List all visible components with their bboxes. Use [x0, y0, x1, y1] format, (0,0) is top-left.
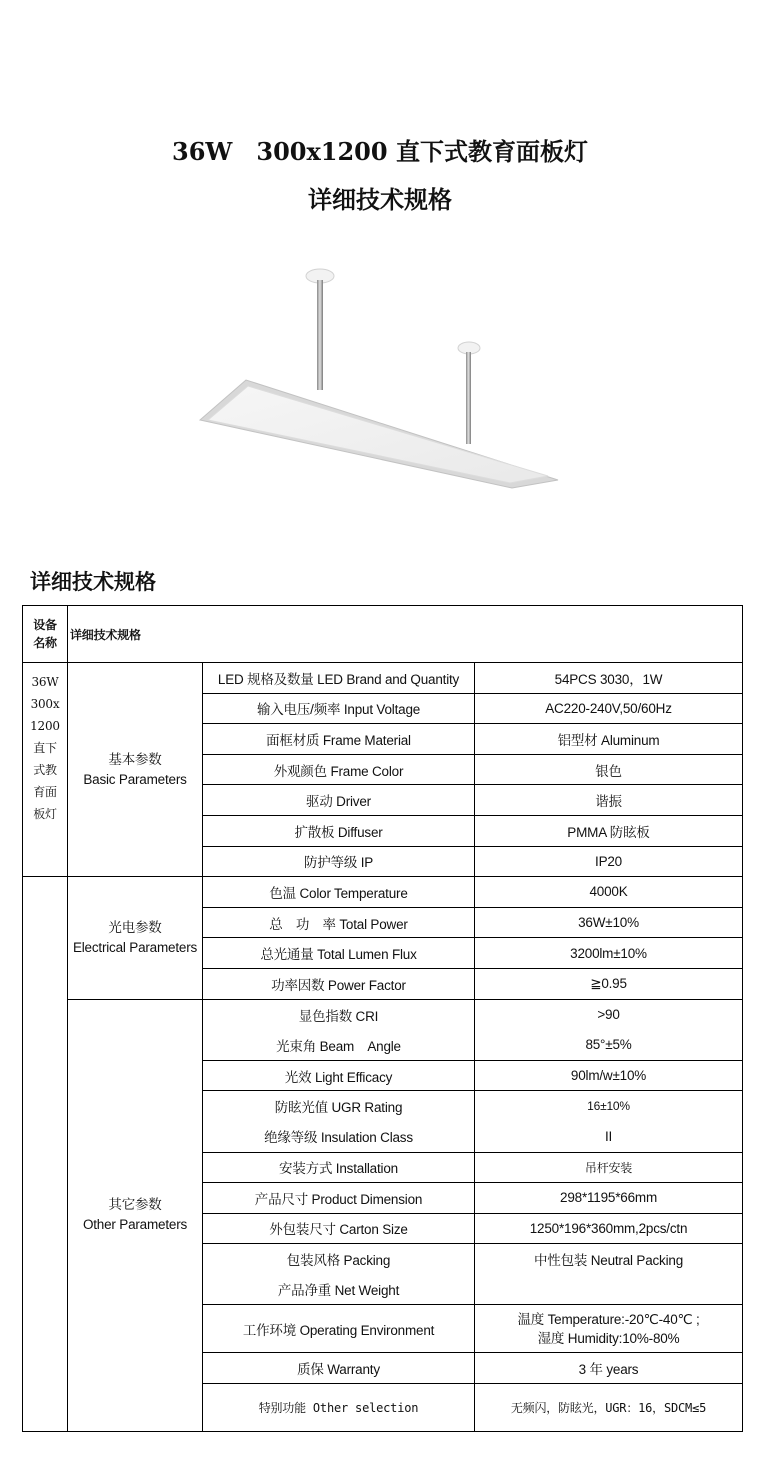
panel-light-image: [190, 262, 570, 494]
spec-label: LED 规格及数量 LED Brand and Quantity: [203, 663, 475, 694]
spec-value: [475, 1274, 743, 1305]
spec-label: 防护等级 IP: [203, 846, 475, 877]
page-title: 36W 300x1200 直下式教育面板灯: [172, 137, 588, 166]
spec-label: 光效 Light Efficacy: [203, 1060, 475, 1091]
spec-value: 298*1195*66mm: [475, 1183, 743, 1214]
spec-value: 3 年 years: [475, 1353, 743, 1384]
spec-table: [22, 605, 743, 1432]
spec-label: 产品尺寸 Product Dimension: [203, 1183, 475, 1214]
group-other-parameters: 其它参数 Other Parameters: [68, 999, 203, 1432]
spec-label: 产品净重 Net Weight: [203, 1274, 475, 1305]
spec-value: 16±10%: [475, 1091, 743, 1122]
page-subtitle: 详细技术规格: [308, 185, 452, 214]
spec-value: 铝型材 Aluminum: [475, 724, 743, 755]
spec-value: 中性包装 Neutral Packing: [475, 1244, 743, 1275]
table-row: [23, 877, 743, 908]
product-name-cell-continued: [23, 877, 68, 1432]
spec-label: 绝缘等级 Insulation Class: [203, 1121, 475, 1152]
spec-label: 面框材质 Frame Material: [203, 724, 475, 755]
spec-label: 特别功能 Other selection: [203, 1384, 475, 1432]
group-basic-parameters: 基本参数 Basic Parameters: [68, 663, 203, 877]
spec-label: 显色指数 CRI: [203, 999, 475, 1030]
spec-value: 36W±10%: [475, 907, 743, 938]
spec-label: 驱动 Driver: [203, 785, 475, 816]
panel-diffuser: [208, 386, 548, 483]
header-device-name: 设备 名称: [23, 606, 68, 663]
group-electrical-parameters: 光电参数 Electrical Parameters: [68, 877, 203, 999]
spec-value: 85°±5%: [475, 1030, 743, 1061]
spec-value: 54PCS 3030，1W: [475, 663, 743, 694]
spec-label: 色温 Color Temperature: [203, 877, 475, 908]
header-spec: 详细技术规格: [68, 606, 743, 663]
spec-value: 吊杆安装: [475, 1152, 743, 1183]
spec-label: 输入电压/频率 Input Voltage: [203, 693, 475, 724]
spec-value: 谐振: [475, 785, 743, 816]
spec-label: 总光通量 Total Lumen Flux: [203, 938, 475, 969]
spec-label: 质保 Warranty: [203, 1353, 475, 1384]
spec-label: 工作环境 Operating Environment: [203, 1305, 475, 1353]
spec-label: 外观颜色 Frame Color: [203, 754, 475, 785]
spec-value: 90lm/w±10%: [475, 1060, 743, 1091]
spec-label: 外包装尺寸 Carton Size: [203, 1213, 475, 1244]
spec-label: 安装方式 Installation: [203, 1152, 475, 1183]
spec-value: 银色: [475, 754, 743, 785]
section-heading: 详细技术规格: [30, 570, 156, 594]
table-header-row: [23, 606, 743, 663]
suspension-rod-right: [466, 352, 471, 444]
spec-label: 扩散板 Diffuser: [203, 815, 475, 846]
spec-value: 4000K: [475, 877, 743, 908]
spec-value: >90: [475, 999, 743, 1030]
spec-value: IP20: [475, 846, 743, 877]
spec-value: 3200lm±10%: [475, 938, 743, 969]
spec-value: 1250*196*360mm,2pcs/ctn: [475, 1213, 743, 1244]
spec-label: 总 功 率 Total Power: [203, 907, 475, 938]
suspension-rod-left: [317, 280, 323, 390]
spec-value: 无频闪，防眩光，UGR：16，SDCM≤5: [475, 1384, 743, 1432]
table-row: [23, 999, 743, 1030]
spec-value: ≧0.95: [475, 968, 743, 999]
product-name-cell: 36W 300x 1200 直下 式教 育面 板灯: [23, 663, 68, 877]
spec-value: AC220-240V,50/60Hz: [475, 693, 743, 724]
spec-value: PMMA 防眩板: [475, 815, 743, 846]
spec-value: 温度 Temperature:-20℃-40℃ ; 湿度 Humidity:10%-80%: [475, 1305, 743, 1353]
spec-label: 功率因数 Power Factor: [203, 968, 475, 999]
spec-label: 防眩光值 UGR Rating: [203, 1091, 475, 1122]
table-row: [23, 663, 743, 694]
spec-label: 包装风格 Packing: [203, 1244, 475, 1275]
spec-label: 光束角 Beam Angle: [203, 1030, 475, 1061]
spec-value: II: [475, 1121, 743, 1152]
